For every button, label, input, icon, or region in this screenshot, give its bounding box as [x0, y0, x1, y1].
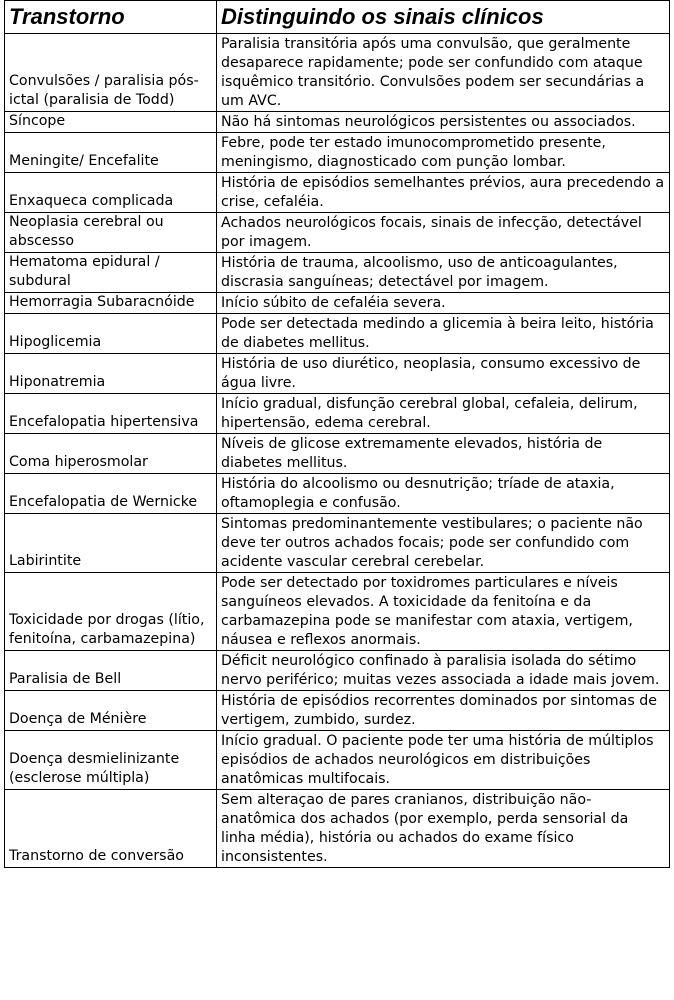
disorder-cell: Neoplasia cerebral ou abscesso — [5, 213, 217, 253]
clinical-signs-cell: Início súbito de cefaléia severa. — [217, 293, 670, 314]
clinical-signs-cell: Não há sintomas neurológicos persistentes ou associados. — [217, 112, 670, 133]
disorder-cell: Toxicidade por drogas (lítio, fenitoína, carbamazepina) — [5, 573, 217, 651]
table-row — [5, 112, 670, 133]
disorder-cell: Encefalopatia hipertensiva — [5, 394, 217, 434]
disorder-cell: Paralisia de Bell — [5, 651, 217, 691]
table-row — [5, 573, 670, 651]
header-clinical-signs: Distinguindo os sinais clínicos — [217, 1, 670, 34]
disorder-cell: Enxaqueca complicada — [5, 173, 217, 213]
clinical-signs-cell: Febre, pode ter estado imunocomprometido presente, meningismo, diagnosticado com punção lombar. — [217, 133, 670, 173]
clinical-signs-cell: História do alcoolismo ou desnutrição; tríade de ataxia, oftamoplegia e confusão. — [217, 474, 670, 514]
disorder-cell: Meningite/ Encefalite — [5, 133, 217, 173]
header-row — [5, 1, 670, 34]
header-disorder: Transtorno — [5, 1, 217, 34]
disorder-cell: Doença desmielinizante (esclerose múltipla) — [5, 731, 217, 790]
table-row — [5, 731, 670, 790]
clinical-signs-cell: Sem alteraçao de pares cranianos, distribuição não-anatômica dos achados (por exemplo, perda sensorial da linha média), história ou achados do exame físico inconsistentes. — [217, 790, 670, 868]
clinical-signs-cell: História de uso diurético, neoplasia, consumo excessivo de água livre. — [217, 354, 670, 394]
table-row — [5, 213, 670, 253]
disorder-cell: Coma hiperosmolar — [5, 434, 217, 474]
table-row — [5, 314, 670, 354]
table-row — [5, 790, 670, 868]
disorder-cell: Hematoma epidural / subdural — [5, 253, 217, 293]
table-row — [5, 173, 670, 213]
table-row — [5, 133, 670, 173]
table-body — [5, 34, 670, 868]
table-row — [5, 691, 670, 731]
disorder-cell: Doença de Ménière — [5, 691, 217, 731]
disorder-cell: Hiponatremia — [5, 354, 217, 394]
clinical-signs-cell: Início gradual. O paciente pode ter uma história de múltiplos episódios de achados neurológicos em distribuições anatômicas multifocais. — [217, 731, 670, 790]
disorder-cell: Convulsões / paralisia pós-ictal (paralisia de Todd) — [5, 34, 217, 112]
clinical-signs-cell: Pode ser detectada medindo a glicemia à beira leito, história de diabetes mellitus. — [217, 314, 670, 354]
clinical-signs-cell: Pode ser detectado por toxidromes particulares e níveis sanguíneos elevados. A toxicidade da fenitoína e da carbamazepina pode se manifestar com ataxia, vertigem, náusea e reflexos anormais. — [217, 573, 670, 651]
differential-diagnosis-table — [4, 0, 670, 868]
table-row — [5, 514, 670, 573]
table-row — [5, 434, 670, 474]
disorder-cell: Síncope — [5, 112, 217, 133]
table-row — [5, 394, 670, 434]
disorder-cell: Labirintite — [5, 514, 217, 573]
table-row — [5, 253, 670, 293]
table-row — [5, 34, 670, 112]
clinical-signs-cell: Déficit neurológico confinado à paralisia isolada do sétimo nervo periférico; muitas vezes associada a idade mais jovem. — [217, 651, 670, 691]
clinical-signs-cell: História de trauma, alcoolismo, uso de anticoagulantes, discrasia sanguíneas; detectável por imagem. — [217, 253, 670, 293]
clinical-signs-cell: Achados neurológicos focais, sinais de infecção, detectável por imagem. — [217, 213, 670, 253]
clinical-signs-cell: Início gradual, disfunção cerebral global, cefaleia, delirum, hipertensão, edema cerebral. — [217, 394, 670, 434]
clinical-signs-cell: Sintomas predominantemente vestibulares; o paciente não deve ter outros achados focais; pode ser confundido com acidente vascular cerebral cerebelar. — [217, 514, 670, 573]
clinical-signs-cell: Paralisia transitória após uma convulsão, que geralmente desaparece rapidamente; pode ser confundido com ataque isquêmico transitório. Convulsões podem ser secundárias a um AVC. — [217, 34, 670, 112]
clinical-signs-cell: Níveis de glicose extremamente elevados, história de diabetes mellitus. — [217, 434, 670, 474]
table-row — [5, 354, 670, 394]
clinical-signs-cell: História de episódios semelhantes prévios, aura precedendo a crise, cefaléia. — [217, 173, 670, 213]
clinical-signs-cell: História de episódios recorrentes dominados por sintomas de vertigem, zumbido, surdez. — [217, 691, 670, 731]
disorder-cell: Transtorno de conversão — [5, 790, 217, 868]
table-row — [5, 293, 670, 314]
disorder-cell: Hipoglicemia — [5, 314, 217, 354]
disorder-cell: Hemorragia Subaracnóide — [5, 293, 217, 314]
table-row — [5, 651, 670, 691]
disorder-cell: Encefalopatia de Wernicke — [5, 474, 217, 514]
table-row — [5, 474, 670, 514]
